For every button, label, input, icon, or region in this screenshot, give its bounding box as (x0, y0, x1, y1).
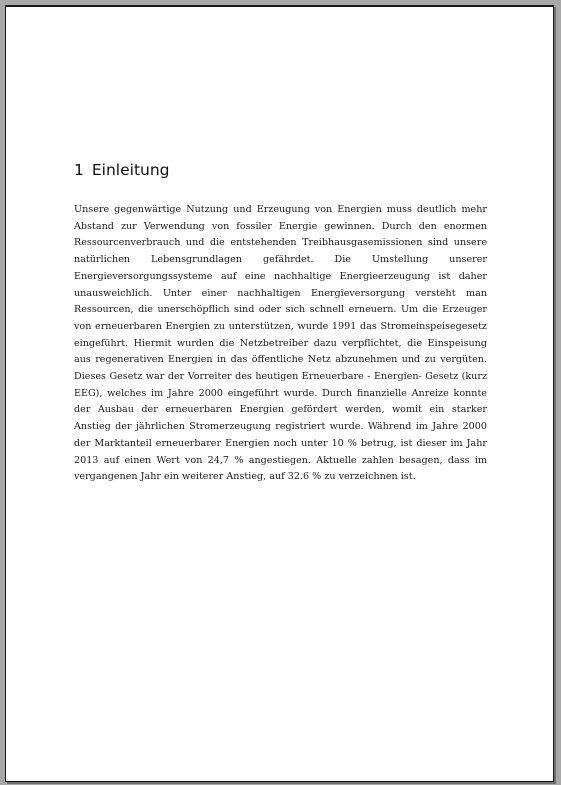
document-page (5, 5, 554, 782)
section-title: Einleitung (91, 161, 170, 179)
body-paragraph: Unsere gegenwärtige Nutzung und Erzeugung von Energien muss deutlich mehr Abstand zur Verwendung von fossiler Energie gewinnen. Durch den enormen Ressourcenverbrauch und die entstehenden Treibhausgasemissionen sind unsere natürlichen Lebensgrundlagen gefährdet. Die Umstellung unserer Energieversorgungssysteme auf eine nachhaltige Energieerzeugung ist daher unausweichlich. Unter einer nachhaltigen Energieversorgung versteht man Ressourcen, die unerschöpflich sind oder sich schnell erneuern. Um die Erzeuger von erneuerbaren Energien zu unterstützen, wurde 1991 das Stromeinspeisegesetz eingeführt. Hiermit wurden die Netzbetreiber dazu verpflichtet, die Einspeisung aus regenerativen Energien in das öffentliche Netz abzunehmen und zu vergüten. Dieses Gesetz war der Vorreiter des heutigen Erneuerbare - Energien- Gesetz (kurz EEG), welches im Jahre 2000 eingeführt wurde. Durch finanzielle Anreize konnte der Ausbau der erneuerbaren Energien gefördert werden, womit ein starker Anstieg der jährlichen Stromerzeugung registriert wurde. Während im Jahre 2000 der Marktanteil erneuerbarer Energien noch unter 10 % betrug, ist dieser im Jahr 2013 auf einen Wert von 24,7 % angestiegen. Aktuelle zahlen besagen, dass im vergangenen Jahr ein weiterer Anstieg, auf 32.6 % zu verzeichnen ist. (74, 204, 487, 483)
section-number: 1 (74, 161, 84, 179)
section-heading (74, 160, 170, 180)
page-top-border (6, 6, 553, 7)
